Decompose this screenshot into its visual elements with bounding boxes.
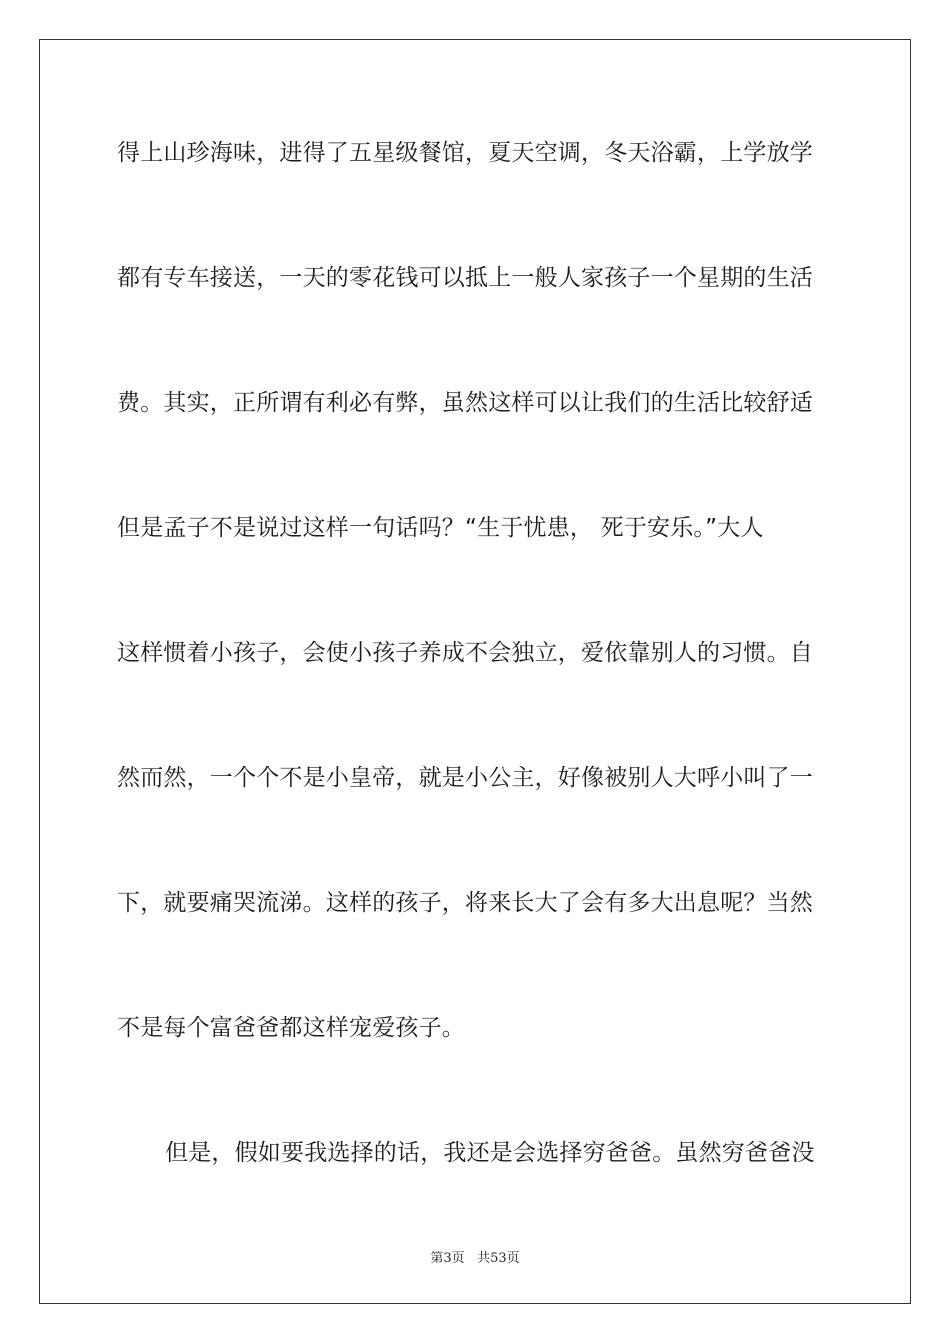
- body-line-3: 费。其实，正所谓有利必有弊，虽然这样可以让我们的生活比较舒适: [117, 390, 813, 416]
- body-line-8: 不是每个富爸爸都这样宠爱孩子。: [117, 1015, 465, 1041]
- body-line-2: 都有专车接送，一天的零花钱可以抵上一般人家孩子一个星期的生活: [117, 265, 813, 291]
- body-line-7: 下，就要痛哭流涕。这样的孩子，将来长大了会有多大出息呢？当然: [117, 890, 813, 916]
- body-line-5: 这样惯着小孩子，会使小孩子养成不会独立，爱依靠别人的习惯。自: [117, 640, 813, 666]
- page-footer: [0, 1247, 950, 1266]
- body-line-9-indented: 但是，假如要我选择的话，我还是会选择穷爸爸。虽然穷爸爸没: [165, 1140, 815, 1166]
- body-line-1: 得上山珍海味，进得了五星级餐馆，夏天空调，冬天浴霸，上学放学: [117, 140, 813, 166]
- body-line-4: 但是孟子不是说过这样一句话吗？“生于忧患， 死于安乐。”大人: [117, 515, 764, 541]
- total-pages: 共53页: [477, 1251, 520, 1266]
- page-border: [39, 39, 911, 1304]
- body-line-6: 然而然，一个个不是小皇帝，就是小公主，好像被别人大呼小叫了一: [117, 765, 813, 791]
- page-number: 第3页: [430, 1251, 465, 1266]
